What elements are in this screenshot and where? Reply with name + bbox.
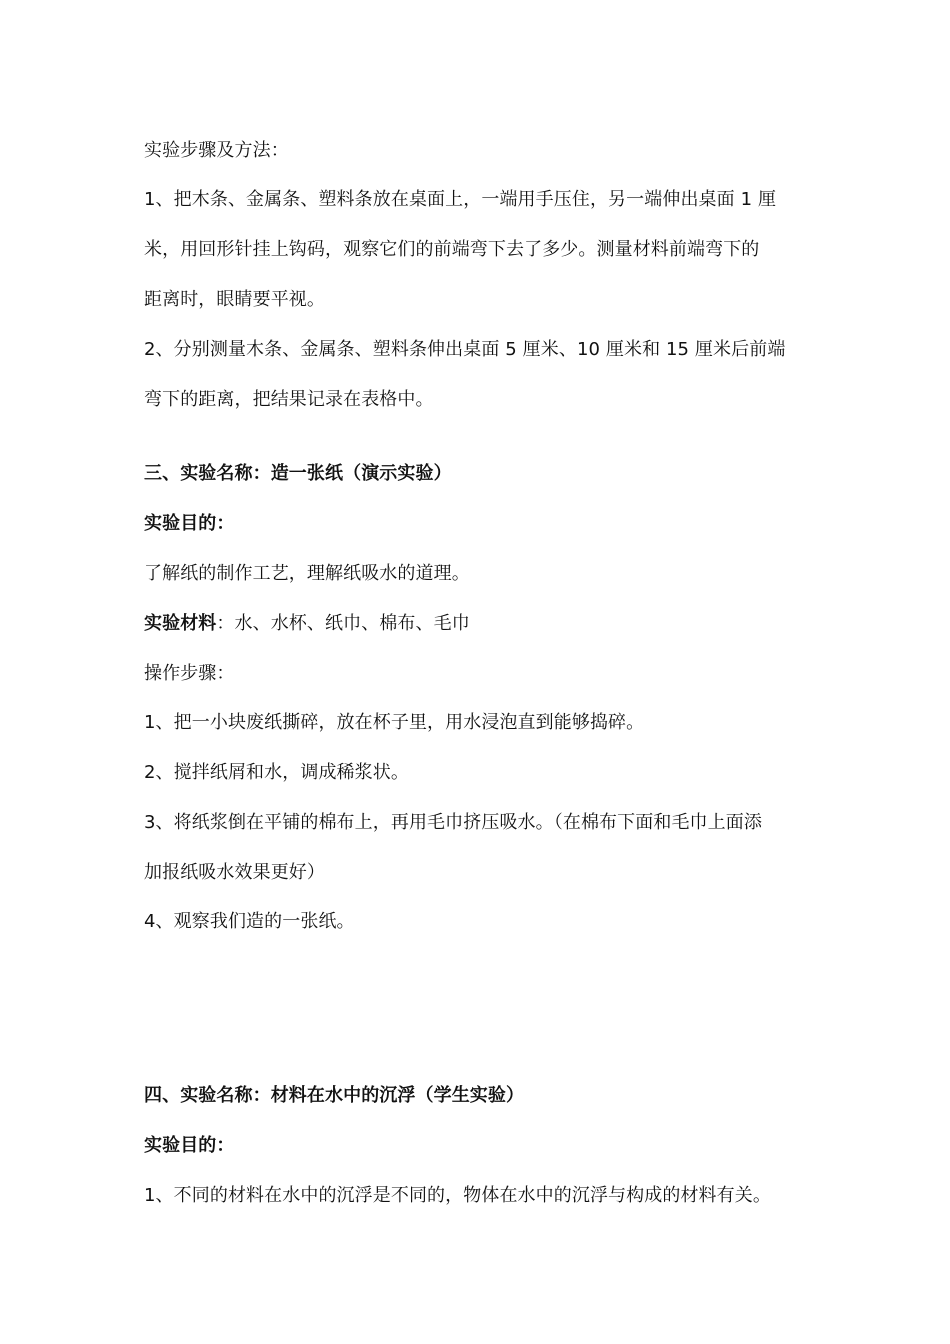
operation-steps-heading: 操作步骤： (144, 663, 235, 684)
purpose-label: 实验目的： (144, 513, 235, 534)
step-line: 1、把木条、金属条、塑料条放在桌面上，一端用手压住，另一端伸出桌面 1 厘 (144, 189, 777, 210)
section-title: 四、实验名称：材料在水中的沉浮（学生实验） (144, 1085, 525, 1106)
steps-heading: 实验步骤及方法： (144, 140, 289, 161)
step-line: 2、搅拌纸屑和水，调成稀浆状。 (144, 762, 409, 783)
materials-line (144, 612, 814, 636)
materials-text: ：水、水杯、纸巾、棉布、毛巾 (216, 613, 470, 634)
step-line: 4、观察我们造的一张纸。 (144, 911, 355, 932)
step-line: 距离时，眼睛要平视。 (144, 289, 325, 310)
step-line: 加报纸吸水效果更好） (144, 862, 325, 883)
purpose-label: 实验目的： (144, 1135, 235, 1156)
section-title: 三、实验名称：造一张纸（演示实验） (144, 463, 452, 484)
materials-label: 实验材料 (144, 613, 217, 634)
purpose-text: 了解纸的制作工艺，理解纸吸水的道理。 (144, 563, 470, 584)
purpose-text: 1、不同的材料在水中的沉浮是不同的，物体在水中的沉浮与构成的材料有关。 (144, 1185, 771, 1206)
step-line: 米，用回形针挂上钩码，观察它们的前端弯下去了多少。测量材料前端弯下的 (144, 239, 760, 260)
step-line: 3、将纸浆倒在平铺的棉布上，再用毛巾挤压吸水。（在棉布下面和毛巾上面添 (144, 812, 762, 833)
step-line: 2、分别测量木条、金属条、塑料条伸出桌面 5 厘米、10 厘米和 15 厘米后前端 (144, 339, 786, 360)
step-line: 1、把一小块废纸撕碎，放在杯子里，用水浸泡直到能够捣碎。 (144, 712, 645, 733)
step-line: 弯下的距离，把结果记录在表格中。 (144, 389, 434, 410)
